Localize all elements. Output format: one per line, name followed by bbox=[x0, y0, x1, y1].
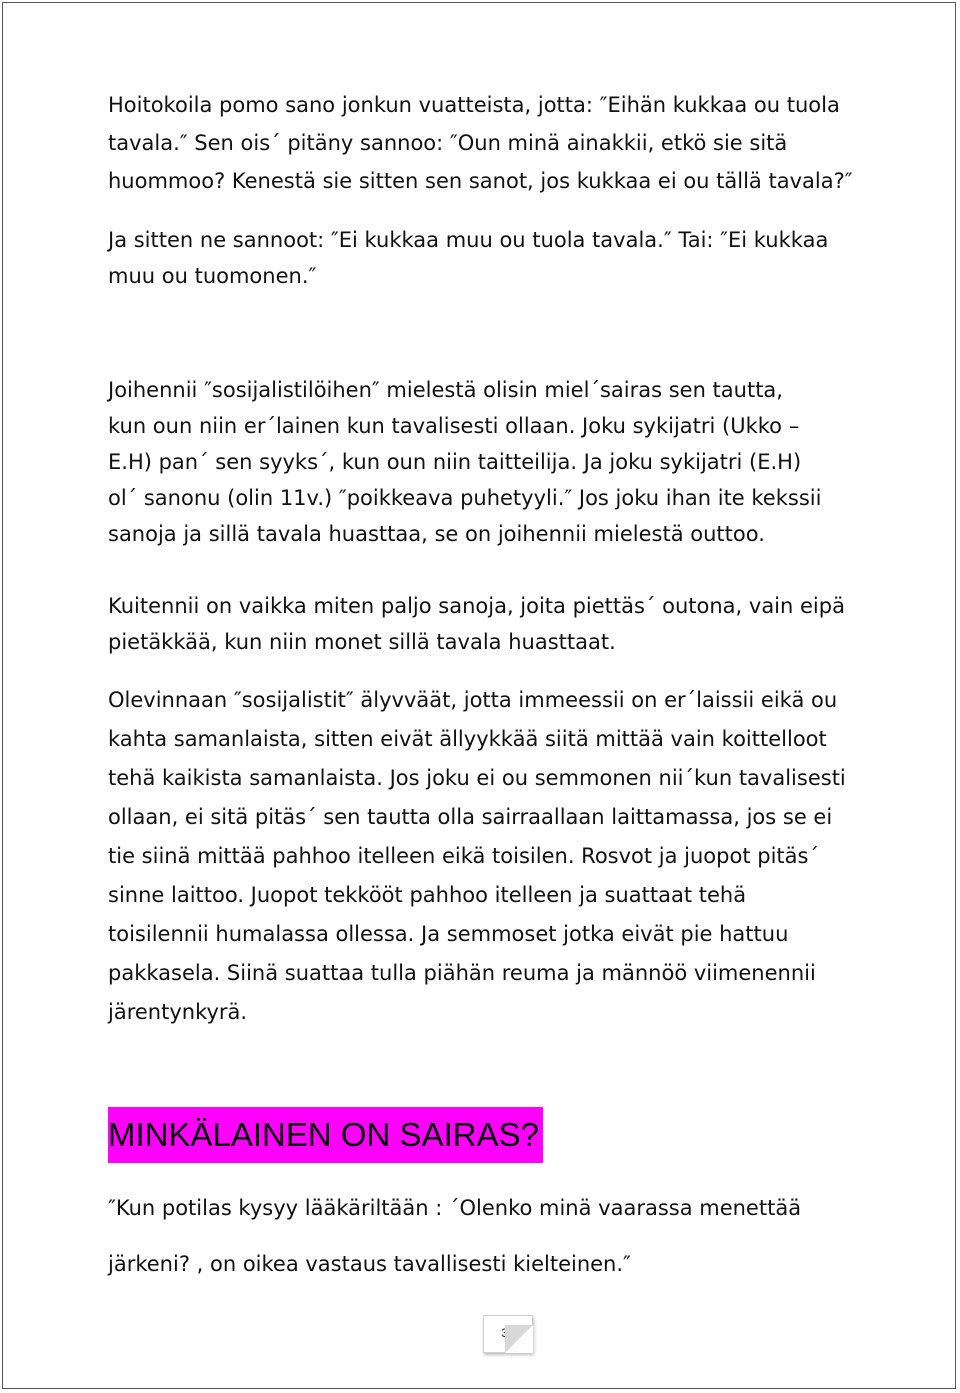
paragraph-line: kun oun niin er´lainen kun tavalisesti ollaan. Joku sykijatri (Ukko – bbox=[108, 414, 800, 438]
paragraph-line: muu ou tuomonen.″ bbox=[108, 264, 317, 288]
paragraph-5 bbox=[108, 681, 898, 1032]
paragraph-line: Kuitennii on vaikka miten paljo sanoja, joita piettäs´ outona, vain eipä bbox=[108, 594, 845, 618]
paragraph-line: tavala.″ Sen ois´ pitäny sannoo: ″Oun minä ainakkii, etkö sie sitä bbox=[108, 131, 788, 155]
paragraph-line: huommoo? Kenestä sie sitten sen sanot, jos kukkaa ei ou tällä tavala?″ bbox=[108, 169, 853, 193]
page-number: 34 bbox=[501, 1326, 515, 1340]
quote-line: ″Kun potilas kysyy lääkäriltään : ´Olenko minä vaarassa menettää bbox=[108, 1196, 802, 1220]
page-number-badge bbox=[483, 1315, 533, 1353]
paragraph-line: tehä kaikista samanlaista. Jos joku ei ou semmonen nii´kun tavalisesti bbox=[108, 766, 846, 790]
paragraph-1 bbox=[108, 86, 898, 200]
paragraph-line: Olevinnaan ″sosijalistit″ älyvväät, jotta immeessii on er´laissii eikä ou bbox=[108, 688, 838, 712]
paragraph-line: tie siinä mittää pahhoo itelleen eikä toisilen. Rosvot ja juopot pitäs´ bbox=[108, 844, 819, 868]
paragraph-line: ollaan, ei sitä pitäs´ sen tautta olla sairraallaan laittamassa, jos se ei bbox=[108, 805, 833, 829]
paragraph-line: sanoja ja sillä tavala huasttaa, se on joihennii mielestä outtoo. bbox=[108, 522, 765, 546]
paragraph-line: kahta samanlaista, sitten eivät ällyykkää siitä mittää vain koittelloot bbox=[108, 727, 827, 751]
paragraph-line: Joihennii ″sosijalistilöihen″ mielestä olisin miel´sairas sen tautta, bbox=[108, 378, 783, 402]
paragraph-line: pakkasela. Siinä suattaa tulla piähän reuma ja männöö viimenennii bbox=[108, 961, 816, 985]
page-curl-icon bbox=[505, 1325, 533, 1353]
paragraph-line: E.H) pan´ sen syyks´, kun oun niin taitteilija. Ja joku sykijatri (E.H) bbox=[108, 450, 802, 474]
paragraph-line: toisilennii humalassa ollessa. Ja semmoset jotka eivät pie hattuu bbox=[108, 922, 789, 946]
paragraph-3 bbox=[108, 372, 898, 552]
paragraph-line: pietäkkää, kun niin monet sillä tavala huasttaat. bbox=[108, 630, 616, 654]
paragraph-line: järentynkyrä. bbox=[108, 1000, 248, 1024]
quote-line: järkeni? , on oikea vastaus tavallisesti kielteinen.″ bbox=[108, 1252, 631, 1276]
paragraph-line: Hoitokoila pomo sano jonkun vuatteista, jotta: ″Eihän kukkaa ou tuola bbox=[108, 93, 840, 117]
paragraph-line: Ja sitten ne sannoot: ″Ei kukkaa muu ou tuola tavala.″ Tai: ″Ei kukkaa bbox=[108, 228, 829, 252]
section-heading: MINKÄLAINEN ON SAIRAS? bbox=[108, 1107, 543, 1163]
paragraph-2 bbox=[108, 222, 898, 294]
paragraph-4 bbox=[108, 588, 898, 660]
paragraph-line: ol´ sanonu (olin 11v.) ″poikkeava puhetyyli.″ Jos joku ihan ite kekssii bbox=[108, 486, 822, 510]
paragraph-line: sinne laittoo. Juopot tekkööt pahhoo itelleen ja suattaat tehä bbox=[108, 883, 747, 907]
